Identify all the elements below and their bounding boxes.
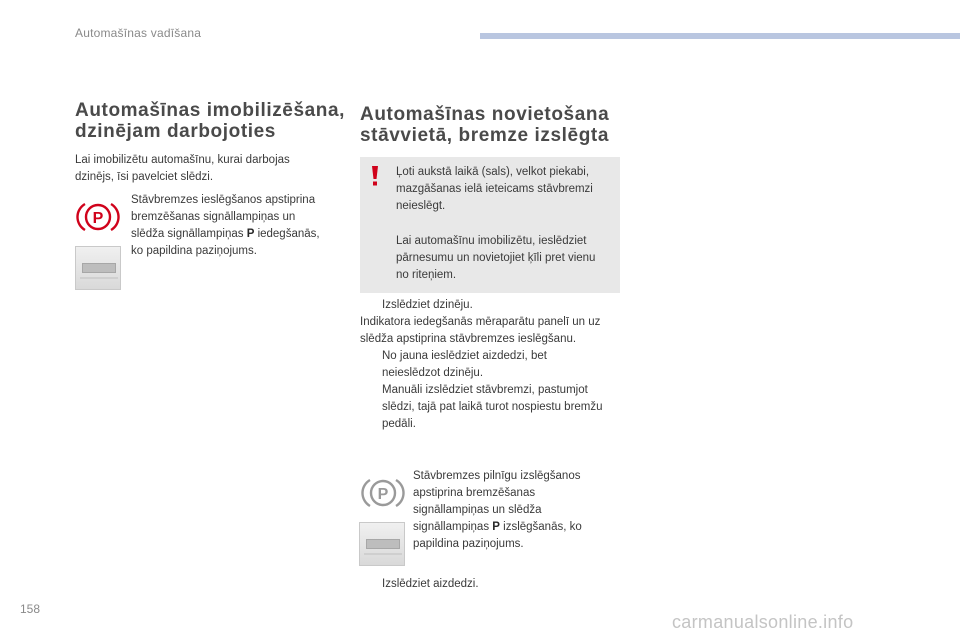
left-heading-line2: dzinējam darbojoties [75, 121, 276, 142]
step-2-line1: No jauna ieslēdziet aizdedzi, bet [382, 350, 547, 362]
right-heading-line2: stāvvietā, bremze izslēgta [360, 125, 609, 146]
right-heading [360, 104, 609, 146]
left-note-line3-bold: P [246, 228, 255, 240]
parking-brake-off-icon [361, 476, 405, 510]
warning-p1-line2: mazgāšanas ielā ieteicams stāvbremzi [396, 183, 593, 195]
step-1-text: Izslēdziet dzinēju. [382, 299, 473, 311]
step-3-line2: slēdzi, tajā pat laikā turot nospiestu bremžu [382, 401, 603, 413]
step-3-line3: pedāli. [382, 418, 416, 430]
left-note [131, 192, 320, 260]
left-heading-line1: Automašīnas imobilizēšana, [75, 100, 346, 121]
svg-text:P: P [377, 486, 389, 503]
step-4 [360, 576, 479, 593]
warning-paragraph-1 [396, 164, 614, 215]
step-4-text: Izslēdziet aizdedzi. [382, 578, 479, 590]
switch-slot [82, 263, 116, 273]
warning-paragraph-2 [396, 233, 614, 284]
step-3-line1: Manuāli izslēdziet stāvbremzi, pastumjot [382, 384, 588, 396]
right-note-line4-post: izslēgšanās, ko [499, 521, 582, 533]
right-heading-line1: Automašīnas novietošana [360, 104, 610, 125]
switch-line [80, 277, 118, 279]
left-intro-line1: Lai imobilizētu automašīnu, kurai darbojas [75, 154, 290, 166]
warning-p2-line1: Lai automašīnu imobilizētu, ieslēdziet [396, 235, 587, 247]
watermark: carmanualsonline.info [672, 612, 854, 632]
exclamation-icon [368, 165, 382, 187]
step-3 [360, 382, 630, 433]
right-note-line4-pre: signāllampiņas [413, 521, 493, 533]
steps-block [360, 297, 630, 433]
left-note-line3 [131, 226, 320, 243]
right-note-line4 [413, 519, 582, 536]
warning-box [360, 157, 620, 293]
left-note-line2: bremzēšanas signāllampiņas un [131, 211, 296, 223]
step-1-detail-line1: Indikatora iedegšanās mēraparātu panelī un uz [360, 316, 601, 328]
right-note-line2: apstiprina bremzēšanas [413, 487, 536, 499]
switch-line [364, 553, 402, 555]
warning-p1-line3: neieslēgt. [396, 200, 446, 212]
left-note-line3-pre: slēdža signāllampiņas [131, 228, 247, 240]
step-1 [360, 297, 630, 314]
svg-text:P: P [92, 210, 104, 227]
left-heading [75, 100, 345, 142]
left-intro-line2: dzinējs, īsi pavelciet slēdzi. [75, 171, 214, 183]
left-note-line1: Stāvbremzes ieslēgšanos apstiprina [131, 194, 316, 206]
step-2 [360, 348, 630, 382]
left-intro [75, 152, 290, 186]
switch-slot [366, 539, 400, 549]
right-note-line4-bold: P [492, 521, 500, 533]
header-accent-bar [480, 33, 960, 39]
warning-p1-line1: Ļoti aukstā laikā (sals), velkot piekabi, [396, 166, 590, 178]
left-note-line4: ko papildina paziņojums. [131, 245, 257, 257]
right-note [413, 468, 582, 553]
warning-p2-line3: no riteņiem. [396, 269, 457, 281]
step-2-line2: neieslēdzot dzinēju. [382, 367, 484, 379]
page-number: 158 [20, 602, 41, 616]
left-note-line3-post: iedegšanās, [254, 228, 320, 240]
section-title: Automašīnas vadīšana [75, 26, 202, 40]
step-1-detail-line2: slēdža apstiprina stāvbremzes ieslēgšanu. [360, 333, 577, 345]
right-note-line1: Stāvbremzes pilnīgu izslēgšanos [413, 470, 581, 482]
switch-thumbnail-released [359, 522, 405, 566]
right-note-line5: papildina paziņojums. [413, 538, 524, 550]
warning-p2-line2: pārnesumu un novietojiet ķīli pret vienu [396, 252, 596, 264]
parking-brake-icon [76, 200, 120, 234]
switch-thumbnail [75, 246, 121, 290]
right-note-line3: signāllampiņas un slēdža [413, 504, 542, 516]
